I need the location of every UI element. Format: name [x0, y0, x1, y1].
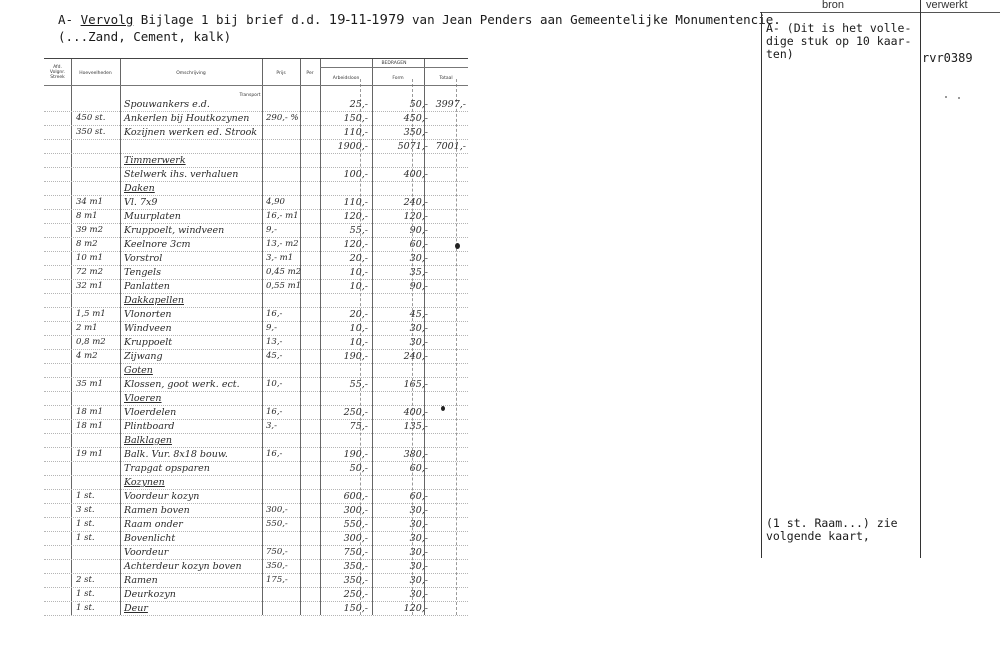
row-labour: 350,-: [343, 575, 368, 586]
row-quantity: 18 m1: [76, 407, 103, 417]
row-quantity: 1,5 m1: [76, 309, 106, 319]
row-quantity: 2 st.: [76, 575, 95, 585]
row-material: 60,-: [409, 491, 428, 502]
row-material: 120,-: [403, 211, 428, 222]
row-material: 30,-: [409, 253, 428, 264]
row-quantity: 8 m1: [76, 211, 98, 221]
header-prijs: Prijs: [276, 71, 286, 76]
row-price: 175,-: [266, 575, 288, 585]
row-description: Kruppoelt, windveen: [124, 225, 225, 236]
row-quantity: 39 m2: [76, 225, 103, 235]
row-material: 30,-: [409, 533, 428, 544]
row-quantity: 35 m1: [76, 379, 103, 389]
form-row: [44, 433, 468, 448]
header-bedragen: BEDRAGEN: [381, 61, 407, 66]
row-material: 30,-: [409, 575, 428, 586]
form-row: [44, 377, 468, 392]
row-material: 60,-: [409, 239, 428, 250]
row-labour: 10,-: [349, 323, 368, 334]
bron-header: bron: [822, 0, 845, 11]
form-row: [44, 125, 468, 140]
row-labour: 10,-: [349, 267, 368, 278]
row-description: Kozynen: [124, 477, 165, 488]
row-price: 3,-: [266, 421, 277, 431]
ink-blot: [455, 243, 460, 249]
row-quantity: 10 m1: [76, 253, 103, 263]
row-price: 45,-: [266, 351, 283, 361]
row-description: Windveen: [124, 323, 172, 334]
row-price: 16,- m1: [266, 211, 299, 221]
scanned-form: [44, 58, 468, 615]
row-labour: 110,-: [343, 197, 368, 208]
row-description: Stelwerk ihs. verhaluen: [124, 169, 239, 180]
row-description: Daken: [124, 183, 155, 194]
row-material: 400,-: [403, 169, 428, 180]
row-description: Goten: [124, 365, 153, 376]
row-total: 7001,-: [435, 141, 466, 152]
row-description: Plintboard: [124, 421, 175, 432]
row-material: 120,-: [403, 603, 428, 614]
row-price: 16,-: [266, 407, 283, 417]
row-labour: 750,-: [343, 547, 368, 558]
row-price: 10,-: [266, 379, 283, 389]
row-labour: 250,-: [343, 589, 368, 600]
row-price: 0,45 m2: [266, 267, 302, 277]
row-material: 450,-: [403, 113, 428, 124]
form-row: [44, 461, 468, 476]
form-row: [44, 153, 468, 168]
row-price: 300,-: [266, 505, 288, 515]
row-material: 240,-: [403, 351, 428, 362]
row-labour: 600,-: [343, 491, 368, 502]
form-row: [44, 279, 468, 294]
row-quantity: 350 st.: [76, 127, 106, 137]
row-total: 3997,-: [435, 99, 466, 110]
header-totaal: Totaal: [439, 76, 453, 81]
row-labour: 20,-: [349, 253, 368, 264]
header-nr: Afd. Volgnr. Streek: [49, 65, 66, 80]
form-row: [44, 237, 468, 252]
ink-blot: [441, 406, 445, 411]
form-row: [44, 587, 468, 602]
row-material: 30,-: [409, 547, 428, 558]
document-heading: [58, 12, 781, 45]
row-quantity: 3 st.: [76, 505, 95, 515]
row-description: Trapgat opsparen: [124, 463, 210, 474]
form-row: [44, 293, 468, 308]
form-header-line: [44, 85, 468, 86]
row-description: Raam onder: [124, 519, 183, 530]
row-labour: 55,-: [349, 225, 368, 236]
row-price: 9,-: [266, 323, 277, 333]
note-top: A- (Dit is het volle- dige stuk op 10 kaar- ten): [766, 21, 912, 61]
form-row: [44, 363, 468, 378]
form-row: [44, 391, 468, 406]
row-labour: 100,-: [343, 169, 368, 180]
row-quantity: 19 m1: [76, 449, 103, 459]
row-labour: 20,-: [349, 309, 368, 320]
form-row: [44, 167, 468, 182]
row-quantity: 2 m1: [76, 323, 98, 333]
row-description: Vl. 7x9: [124, 197, 158, 208]
row-labour: 120,-: [343, 239, 368, 250]
heading-vervolg: Vervolg: [80, 12, 134, 27]
row-description: Kozijnen werken ed. Strook: [124, 127, 258, 138]
row-description: Vloerdelen: [124, 407, 177, 418]
row-description: Keelnore 3cm: [124, 239, 191, 250]
row-description: Panlatten: [124, 281, 170, 292]
verwerkt-header: verwerkt: [926, 0, 968, 11]
form-row: [44, 195, 468, 210]
form-row: [44, 559, 468, 574]
row-description: Ankerlen bij Houtkozynen: [124, 113, 250, 124]
row-labour: 350,-: [343, 561, 368, 572]
archive-code: rvr0389: [922, 51, 973, 65]
row-labour: 75,-: [349, 421, 368, 432]
row-labour: 250,-: [343, 407, 368, 418]
row-price: 750,-: [266, 547, 288, 557]
form-row: [44, 503, 468, 518]
form-row: [44, 335, 468, 350]
form-row: [44, 307, 468, 322]
row-price: 550,-: [266, 519, 288, 529]
row-description: Kruppoelt: [124, 337, 173, 348]
heading-text: Bijlage 1 bij brief d.d.: [133, 12, 329, 27]
row-labour: 300,-: [343, 533, 368, 544]
row-description: Timmerwerk: [124, 155, 186, 166]
form-row: [44, 349, 468, 364]
row-description: Muurplaten: [124, 211, 181, 222]
header-form: Form: [392, 76, 404, 81]
row-description: Vloeren: [124, 393, 162, 404]
row-price: 9,-: [266, 225, 277, 235]
heading-line-2: (...Zand, Cement, kalk): [58, 29, 232, 44]
row-material: 350,-: [403, 127, 428, 138]
row-quantity: 32 m1: [76, 281, 103, 291]
form-row: [44, 419, 468, 434]
row-price: 350,-: [266, 561, 288, 571]
row-price: 0,55 m1: [266, 281, 302, 291]
heading-rest: van Jean Penders aan Gemeentelijke Monumentencie.: [404, 12, 781, 27]
row-description: Klossen, goot werk. ect.: [124, 379, 240, 390]
panel-top-rule: [760, 12, 1000, 13]
row-material: 45,-: [409, 309, 428, 320]
row-description: Voordeur: [124, 547, 169, 558]
row-price: 16,-: [266, 449, 283, 459]
form-row: [44, 223, 468, 238]
row-quantity: 8 m2: [76, 239, 98, 249]
header-arbeidsloon: Arbeidsloon: [332, 76, 360, 81]
form-row: [44, 321, 468, 336]
row-labour: 55,-: [349, 379, 368, 390]
row-labour: 110,-: [343, 127, 368, 138]
row-price: 16,-: [266, 309, 283, 319]
form-row: [44, 265, 468, 280]
row-material: 30,-: [409, 505, 428, 516]
row-quantity: 4 m2: [76, 351, 98, 361]
row-description: Deur: [124, 603, 148, 614]
heading-date: 19-11-1979: [328, 13, 405, 28]
form-row: [44, 209, 468, 224]
row-material: 400,-: [403, 407, 428, 418]
row-quantity: 72 m2: [76, 267, 103, 277]
row-material: 165,-: [403, 379, 428, 390]
row-quantity: 18 m1: [76, 421, 103, 431]
row-material: 30,-: [409, 561, 428, 572]
row-material: 135,-: [403, 421, 428, 432]
row-description: Vlonorten: [124, 309, 172, 320]
row-description: Ramen: [124, 575, 158, 586]
row-description: Achterdeur kozyn boven: [124, 561, 242, 572]
row-labour: 10,-: [349, 281, 368, 292]
row-material: 5071,-: [397, 141, 428, 152]
form-row: [44, 251, 468, 266]
row-material: 90,-: [409, 281, 428, 292]
row-quantity: 1 st.: [76, 603, 95, 613]
row-labour: 120,-: [343, 211, 368, 222]
row-labour: 1900,-: [337, 141, 368, 152]
row-description: Tengels: [124, 267, 161, 278]
row-labour: 150,-: [343, 603, 368, 614]
header-transport: Transport: [239, 93, 261, 98]
form-row: [44, 405, 468, 420]
row-labour: 50,-: [349, 463, 368, 474]
row-quantity: 450 st.: [76, 113, 106, 123]
form-row: [44, 475, 468, 490]
form-header-line: [320, 67, 468, 68]
form-row: [44, 111, 468, 126]
form-row: [44, 545, 468, 560]
row-quantity: 1 st.: [76, 491, 95, 501]
form-row: [44, 573, 468, 588]
heading-prefix: A-: [58, 12, 81, 27]
row-description: Balk. Vur. 8x18 bouw.: [124, 449, 228, 460]
row-description: Deurkozyn: [124, 589, 176, 600]
row-quantity: 1 st.: [76, 519, 95, 529]
row-price: 290,- %: [266, 113, 299, 123]
row-description: Zijwang: [124, 351, 163, 362]
header-per: Per: [306, 71, 314, 76]
row-labour: 550,-: [343, 519, 368, 530]
row-price: 4,90: [266, 197, 285, 207]
speck: [945, 96, 947, 98]
form-row: [44, 489, 468, 504]
row-description: Ramen boven: [124, 505, 190, 516]
panel-divider: [920, 0, 921, 558]
row-material: 90,-: [409, 225, 428, 236]
row-labour: 150,-: [343, 113, 368, 124]
header-hoeveelheden: Hoeveelheden: [79, 71, 112, 76]
row-quantity: 1 st.: [76, 533, 95, 543]
row-quantity: 1 st.: [76, 589, 95, 599]
panel-left-border: [761, 12, 762, 558]
row-labour: 190,-: [343, 449, 368, 460]
row-material: 35,-: [409, 267, 428, 278]
row-description: Vorstrol: [124, 253, 163, 264]
row-quantity: 0,8 m2: [76, 337, 106, 347]
form-row: [44, 447, 468, 462]
heading-line-1: [58, 12, 781, 29]
row-description: Bovenlicht: [124, 533, 176, 544]
row-quantity: 34 m1: [76, 197, 103, 207]
row-labour: 10,-: [349, 337, 368, 348]
form-row: [44, 601, 468, 616]
row-description: Balklagen: [124, 435, 172, 446]
form-row: [44, 517, 468, 532]
row-price: 3,- m1: [266, 253, 294, 263]
form-row: [44, 181, 468, 196]
row-description: Voordeur kozyn: [124, 491, 200, 502]
row-price: 13,-: [266, 337, 283, 347]
row-labour: 300,-: [343, 505, 368, 516]
form-row: [44, 97, 468, 112]
form-row: [44, 531, 468, 546]
row-material: 30,-: [409, 323, 428, 334]
row-material: 50,-: [409, 99, 428, 110]
note-bottom: (1 st. Raam...) zie volgende kaart,: [766, 516, 898, 543]
row-material: 380,-: [403, 449, 428, 460]
row-material: 240,-: [403, 197, 428, 208]
row-price: 13,- m2: [266, 239, 299, 249]
row-labour: 25,-: [349, 99, 368, 110]
row-material: 60,-: [409, 463, 428, 474]
row-material: 30,-: [409, 519, 428, 530]
row-material: 30,-: [409, 337, 428, 348]
form-row: [44, 139, 468, 154]
row-description: Spouwankers e.d.: [124, 99, 210, 110]
header-omschrijving: Omschrijving: [176, 71, 206, 76]
row-description: Dakkapellen: [124, 295, 184, 306]
row-material: 30,-: [409, 589, 428, 600]
speck: [958, 97, 960, 99]
row-labour: 190,-: [343, 351, 368, 362]
